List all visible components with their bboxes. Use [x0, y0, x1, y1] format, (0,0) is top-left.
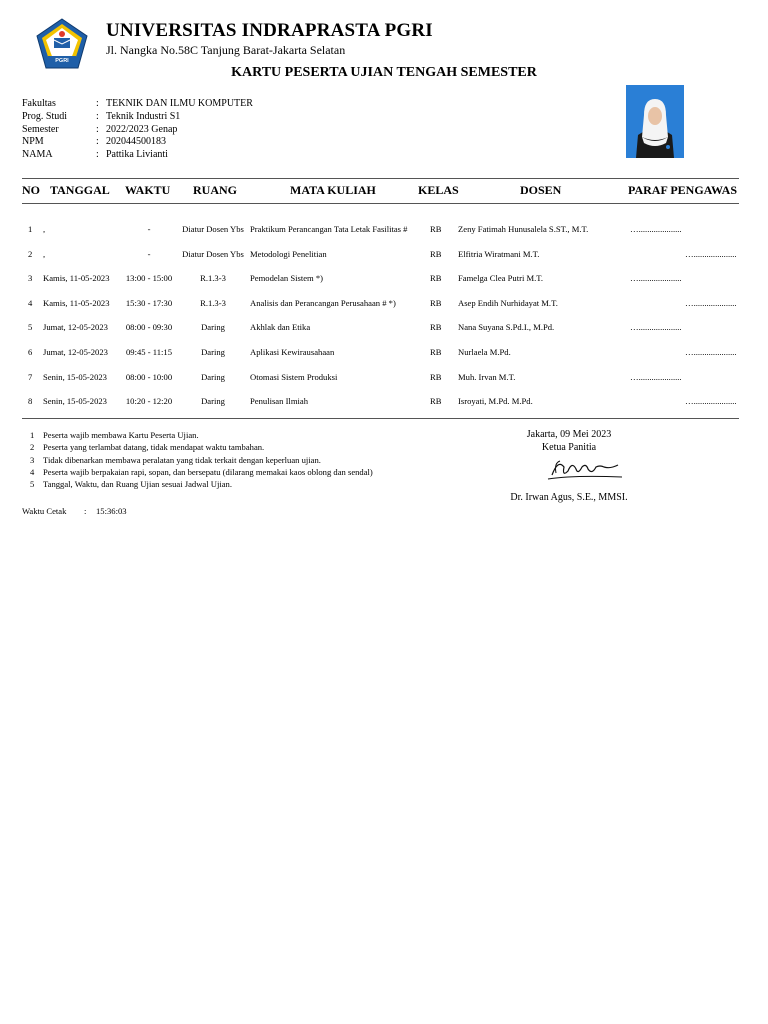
signature-scribble-icon	[544, 453, 626, 483]
note-text: Peserta wajib membawa Kartu Peserta Ujian.	[43, 430, 199, 440]
cell-tanggal: Kamis, 11-05-2023	[43, 273, 110, 283]
info-value: 2022/2023 Genap	[106, 123, 178, 135]
note-text: Tanggal, Waktu, dan Ruang Ujian sesuai Jadwal Ujian.	[43, 479, 232, 490]
note-number: 1	[30, 430, 35, 440]
info-separator: :	[96, 98, 99, 109]
note-text: Tidak dibenarkan membawa peralatan yang tidak terkait dengan keperluan ujian.	[43, 454, 321, 465]
cell-waktu: -	[147, 224, 151, 234]
cell-no: 6	[28, 347, 33, 357]
note-text: Peserta wajib berpakaian rapi, sopan, dan bersepatu (dilarang memakai kaos oblong dan sendal)	[43, 466, 373, 477]
cell-ruang: R.1.3-3	[200, 298, 226, 308]
table-top-rule	[22, 178, 739, 179]
cell-kelas: RB	[430, 372, 442, 382]
table-header-rule	[22, 203, 739, 204]
cell-tanggal: Jumat, 12-05-2023	[43, 347, 108, 357]
cell-waktu: 15:30 - 17:30	[125, 298, 173, 308]
cell-no: 3	[28, 273, 33, 283]
cell-paraf: …....................	[630, 273, 682, 283]
col-header-dosen: DOSEN	[520, 183, 562, 197]
table-bottom-rule	[22, 418, 739, 419]
print-time-value: 15:36:03	[96, 506, 127, 516]
university-name: UNIVERSITAS INDRAPRASTA PGRI	[106, 20, 433, 41]
info-label: Prog. Studi	[22, 110, 68, 122]
col-header-kelas: KELAS	[418, 183, 459, 197]
cell-kelas: RB	[430, 224, 442, 234]
note-text: Peserta yang terlambat datang, tidak mendapat waktu tambahan.	[43, 442, 265, 453]
cell-ruang: Daring	[201, 396, 225, 406]
col-header-no: NO	[22, 183, 40, 197]
col-header-mata-kuliah: MATA KULIAH	[290, 183, 376, 197]
info-label: NPM	[22, 136, 44, 148]
col-header-paraf: PARAF PENGAWAS	[628, 183, 738, 197]
cell-paraf: …....................	[685, 298, 737, 308]
info-value: 202044500183	[106, 136, 166, 148]
cell-dosen: Zeny Fatimah Hunusalela S.ST., M.T.	[458, 224, 589, 234]
cell-waktu: 09:45 - 11:15	[126, 347, 172, 357]
cell-tanggal: Senin, 15-05-2023	[43, 396, 107, 406]
cell-ruang: Diatur Dosen Ybs	[182, 249, 244, 259]
note-number: 3	[30, 454, 35, 465]
col-header-waktu: WAKTU	[125, 183, 171, 197]
cell-paraf: …....................	[685, 249, 737, 259]
cell-ruang: Diatur Dosen Ybs	[182, 224, 244, 234]
info-separator: :	[96, 149, 99, 161]
cell-tanggal: Kamis, 11-05-2023	[43, 298, 110, 308]
cell-tanggal: Senin, 15-05-2023	[43, 372, 107, 382]
cell-paraf: …....................	[630, 372, 682, 382]
cell-kelas: RB	[430, 347, 442, 357]
cell-no: 1	[28, 224, 33, 234]
cell-no: 5	[28, 322, 33, 332]
info-separator: :	[96, 136, 99, 148]
cell-kelas: RB	[430, 273, 442, 283]
signature-role: Ketua Panitia	[541, 442, 597, 453]
cell-mata-kuliah: Analisis dan Perancangan Perusahaan # *)	[250, 298, 396, 308]
cell-ruang: R.1.3-3	[200, 273, 226, 283]
cell-dosen: Famelga Clea Putri M.T.	[458, 273, 544, 283]
cell-waktu: 08:00 - 10:00	[125, 372, 173, 382]
cell-tanggal: ,	[43, 249, 46, 259]
info-value: Teknik Industri S1	[106, 110, 181, 122]
student-photo	[626, 85, 684, 158]
cell-paraf: …....................	[630, 224, 682, 234]
document-title: KARTU PESERTA UJIAN TENGAH SEMESTER	[231, 65, 537, 80]
print-time-separator: :	[84, 506, 87, 516]
cell-kelas: RB	[430, 298, 442, 308]
info-value: TEKNIK DAN ILMU KOMPUTER	[106, 98, 253, 109]
signature-place-date: Jakarta, 09 Mei 2023	[526, 429, 612, 440]
cell-ruang: Daring	[201, 322, 225, 332]
cell-dosen: Isroyati, M.Pd. M.Pd.	[458, 396, 533, 406]
cell-ruang: Daring	[201, 372, 225, 382]
cell-waktu: 08:00 - 09:30	[125, 322, 173, 332]
info-value: Pattika Livianti	[106, 149, 168, 161]
cell-kelas: RB	[430, 396, 442, 406]
cell-dosen: Nana Suyana S.Pd.I., M.Pd.	[458, 322, 555, 332]
cell-paraf: …....................	[685, 396, 737, 406]
cell-no: 8	[28, 396, 33, 406]
info-label: NAMA	[22, 149, 53, 161]
note-number: 5	[30, 479, 35, 490]
cell-kelas: RB	[430, 322, 442, 332]
university-logo	[36, 18, 88, 70]
cell-mata-kuliah: Pemodelan Sistem *)	[250, 273, 324, 283]
cell-mata-kuliah: Aplikasi Kewirausahaan	[250, 347, 335, 357]
cell-dosen: Muh. Irvan M.T.	[458, 372, 516, 382]
cell-no: 7	[28, 372, 33, 382]
cell-paraf: …....................	[630, 322, 682, 332]
cell-mata-kuliah: Praktikum Perancangan Tata Letak Fasilitas #	[250, 224, 408, 234]
info-separator: :	[96, 110, 99, 122]
info-label: Semester	[22, 123, 59, 135]
cell-tanggal: Jumat, 12-05-2023	[43, 322, 108, 332]
cell-dosen: Nurlaela M.Pd.	[458, 347, 511, 357]
cell-waktu: 10:20 - 12:20	[125, 396, 173, 406]
cell-dosen: Elfitria Wiratmani M.T.	[458, 249, 540, 259]
cell-waktu: 13:00 - 15:00	[125, 273, 173, 283]
print-time-label: Waktu Cetak	[22, 506, 67, 516]
logo-text: PGRI	[55, 58, 69, 64]
info-separator: :	[96, 123, 99, 135]
cell-dosen: Asep Endih Nurhidayat M.T.	[458, 298, 558, 308]
cell-waktu: -	[147, 249, 151, 259]
signature-name: Dr. Irwan Agus, S.E., MMSI.	[510, 492, 628, 503]
cell-ruang: Daring	[201, 347, 225, 357]
col-header-tanggal: TANGGAL	[50, 183, 110, 197]
cell-no: 2	[28, 249, 33, 259]
cell-mata-kuliah: Penulisan Ilmiah	[250, 396, 308, 406]
col-header-ruang: RUANG	[193, 183, 237, 197]
cell-no: 4	[28, 298, 33, 308]
university-address: Jl. Nangka No.58C Tanjung Barat-Jakarta Selatan	[106, 43, 346, 57]
cell-paraf: …....................	[685, 347, 737, 357]
cell-mata-kuliah: Otomasi Sistem Produksi	[250, 372, 338, 382]
cell-tanggal: ,	[43, 224, 46, 234]
info-label: Fakultas	[22, 98, 56, 109]
cell-mata-kuliah: Metodologi Penelitian	[250, 249, 327, 259]
note-number: 2	[30, 442, 35, 453]
cell-mata-kuliah: Akhlak dan Etika	[250, 322, 311, 332]
cell-kelas: RB	[430, 249, 442, 259]
note-number: 4	[30, 466, 35, 477]
